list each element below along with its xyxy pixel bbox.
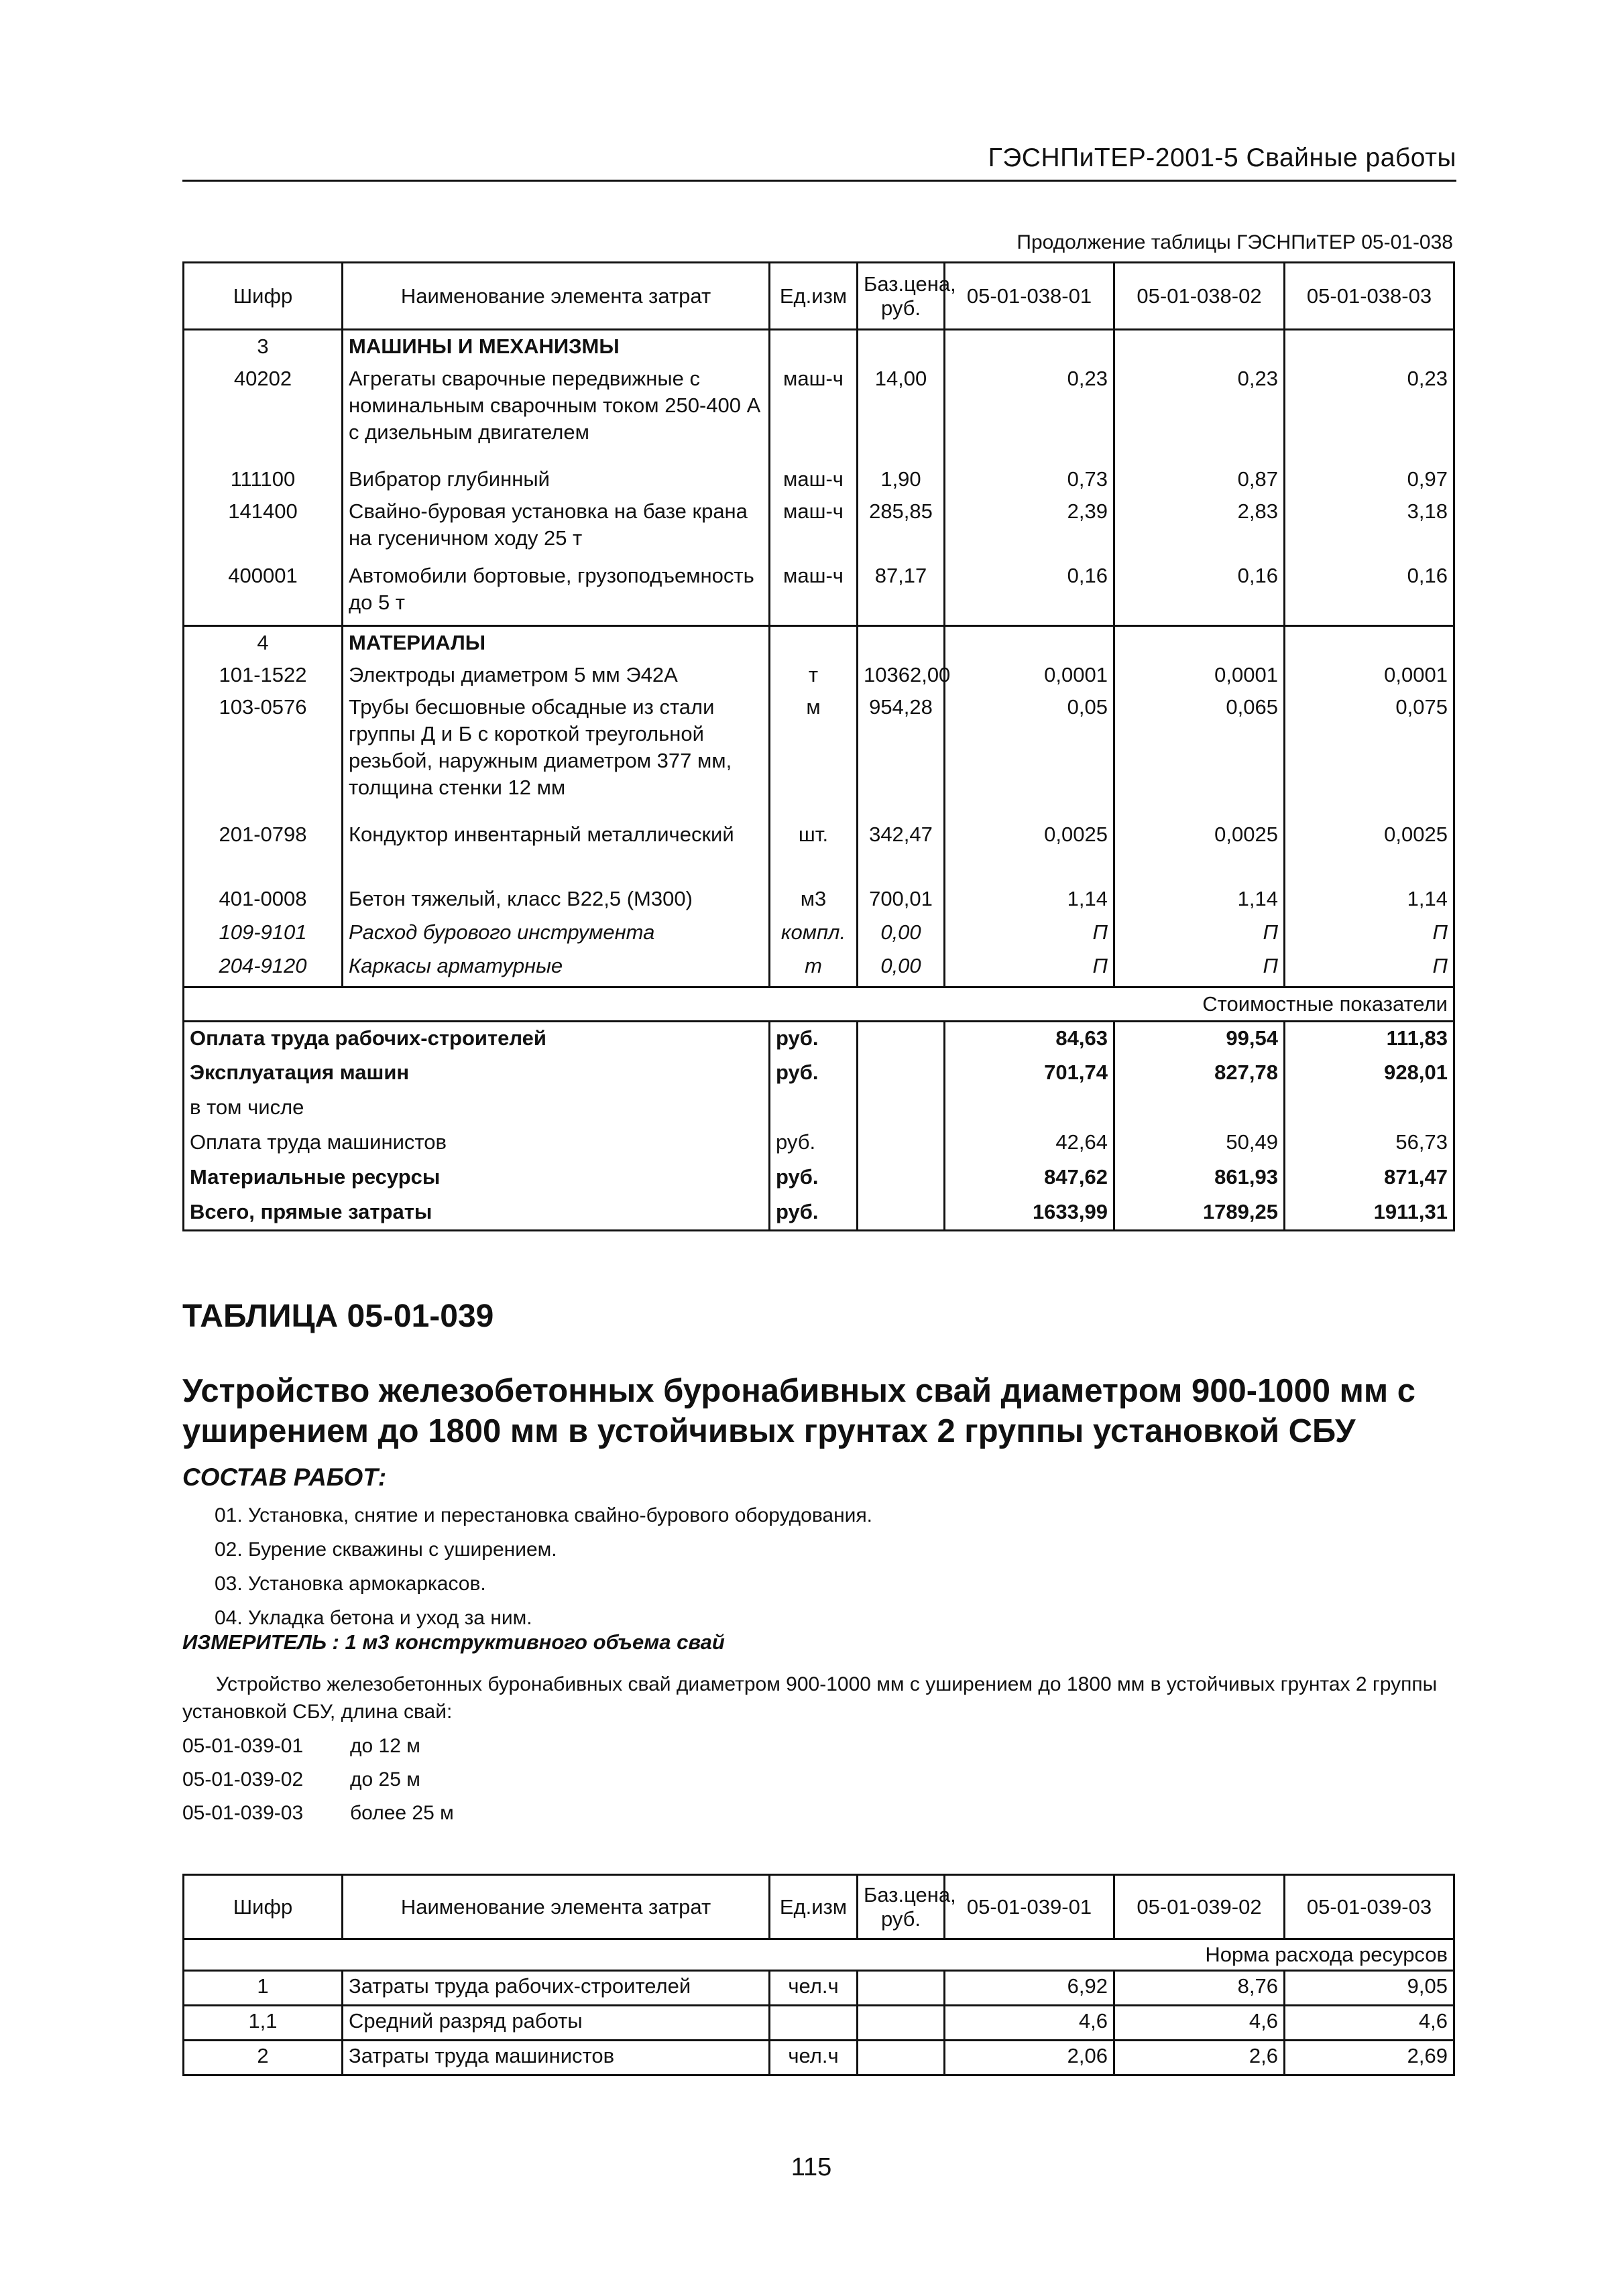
resource-row bbox=[184, 691, 1454, 819]
cost-row bbox=[184, 1022, 1454, 1056]
resource-row bbox=[184, 883, 1454, 916]
variant-text: до 12 м bbox=[350, 1735, 420, 1757]
row-unit bbox=[770, 625, 858, 659]
row-value-1: 4,6 bbox=[945, 2006, 1114, 2041]
cost-value-2: 861,93 bbox=[1114, 1161, 1285, 1196]
row-name: Автомобили бортовые, грузоподъемность до 5 т bbox=[343, 560, 770, 625]
row-value-3: 0,23 bbox=[1285, 363, 1454, 463]
row-value-1: 1,14 bbox=[945, 883, 1114, 916]
cost-value-3: 928,01 bbox=[1285, 1056, 1454, 1091]
work-steps bbox=[215, 1498, 872, 1635]
row-name: Свайно-буровая установка на базе крана на гусеничном ходу 25 т bbox=[343, 495, 770, 560]
cost-name: Эксплуатация машин bbox=[184, 1056, 770, 1091]
measure-unit: ИЗМЕРИТЕЛЬ : 1 м3 конструктивного объема свай bbox=[182, 1630, 725, 1654]
row-price bbox=[858, 2041, 945, 2075]
row-code: 4 bbox=[184, 625, 343, 659]
variant-text: до 25 м bbox=[350, 1768, 420, 1791]
row-unit: компл. bbox=[770, 916, 858, 950]
row-code: 1,1 bbox=[184, 2006, 343, 2041]
cost-value-2: 1789,25 bbox=[1114, 1196, 1285, 1231]
row-value-2: 8,76 bbox=[1114, 1971, 1285, 2006]
resource-row bbox=[184, 950, 1454, 987]
row-value-3: 1,14 bbox=[1285, 883, 1454, 916]
row-value-1: 0,16 bbox=[945, 560, 1114, 625]
row-value-3 bbox=[1285, 625, 1454, 659]
row-name: МАТЕРИАЛЫ bbox=[343, 625, 770, 659]
row-value-2: П bbox=[1114, 950, 1285, 987]
resource-table-039 bbox=[182, 1874, 1455, 2076]
cost-value-2: 827,78 bbox=[1114, 1056, 1285, 1091]
row-price bbox=[858, 2006, 945, 2041]
cost-caption-row bbox=[184, 987, 1454, 1022]
row-price: 0,00 bbox=[858, 950, 945, 987]
row-value-3: 0,16 bbox=[1285, 560, 1454, 625]
row-name: Затраты труда рабочих-строителей bbox=[343, 1971, 770, 2006]
cost-value-3: 1911,31 bbox=[1285, 1196, 1454, 1231]
cost-value-3 bbox=[1285, 1091, 1454, 1126]
cost-name: Материальные ресурсы bbox=[184, 1161, 770, 1196]
table-heading: Устройство железобетонных буронабивных свай диаметром 900-1000 мм с уширением до 1800 мм в устойчивых грунтах 2 группы установкой СБУ bbox=[182, 1373, 1416, 1449]
row-value-3: 0,0001 bbox=[1285, 659, 1454, 691]
row-price: 285,85 bbox=[858, 495, 945, 560]
header-variant-2: 05-01-039-02 bbox=[1114, 1875, 1285, 1939]
row-name: МАШИНЫ И МЕХАНИЗМЫ bbox=[343, 330, 770, 363]
variant-row bbox=[182, 1730, 454, 1763]
row-price bbox=[858, 330, 945, 363]
cost-value-3: 871,47 bbox=[1285, 1161, 1454, 1196]
header-code: Шифр bbox=[184, 1875, 343, 1939]
row-price bbox=[858, 1971, 945, 2006]
row-name: Трубы бесшовные обсадные из стали группы Д и Б с короткой треугольной резьбой, наружным диаметром 377 мм, толщина стенки 12 мм bbox=[343, 691, 770, 819]
row-name: Средний разряд работы bbox=[343, 2006, 770, 2041]
cost-value-1: 42,64 bbox=[945, 1126, 1114, 1161]
row-name: Каркасы арматурные bbox=[343, 950, 770, 987]
row-unit: маш-ч bbox=[770, 463, 858, 495]
row-value-3: 3,18 bbox=[1285, 495, 1454, 560]
resource-table-038 bbox=[182, 261, 1455, 1231]
row-value-3: 2,69 bbox=[1285, 2041, 1454, 2075]
row-code: 401-0008 bbox=[184, 883, 343, 916]
header-variant-1: 05-01-039-01 bbox=[945, 1875, 1114, 1939]
section-row bbox=[184, 625, 1454, 659]
row-value-1: 2,39 bbox=[945, 495, 1114, 560]
row-name: Кондуктор инвентарный металлический bbox=[343, 819, 770, 883]
row-value-3: 0,075 bbox=[1285, 691, 1454, 819]
cost-unit bbox=[770, 1091, 858, 1126]
cost-row bbox=[184, 1196, 1454, 1231]
row-value-3: 0,0025 bbox=[1285, 819, 1454, 883]
cost-value-1: 84,63 bbox=[945, 1022, 1114, 1056]
row-code: 204-9120 bbox=[184, 950, 343, 987]
resource-row bbox=[184, 2041, 1454, 2075]
row-unit: шт. bbox=[770, 819, 858, 883]
cost-price-empty bbox=[858, 1091, 945, 1126]
work-step: 01. Установка, снятие и перестановка свайно-бурового оборудования. bbox=[215, 1504, 873, 1526]
row-unit: маш-ч bbox=[770, 495, 858, 560]
row-unit: т bbox=[770, 659, 858, 691]
row-value-1: 2,06 bbox=[945, 2041, 1114, 2075]
row-name: Расход бурового инструмента bbox=[343, 916, 770, 950]
row-price: 14,00 bbox=[858, 363, 945, 463]
row-price: 700,01 bbox=[858, 883, 945, 916]
header-unit: Ед.изм bbox=[770, 263, 858, 330]
running-head: ГЭСНПиТЕР-2001-5 Свайные работы bbox=[988, 143, 1456, 172]
cost-caption: Стоимостные показатели bbox=[184, 987, 1454, 1022]
header-unit: Ед.изм bbox=[770, 1875, 858, 1939]
cost-name: Всего, прямые затраты bbox=[184, 1196, 770, 1231]
cost-unit: руб. bbox=[770, 1196, 858, 1231]
cost-value-3: 111,83 bbox=[1285, 1022, 1454, 1056]
cost-unit: руб. bbox=[770, 1022, 858, 1056]
row-code: 201-0798 bbox=[184, 819, 343, 883]
cost-price-empty bbox=[858, 1161, 945, 1196]
cost-unit: руб. bbox=[770, 1056, 858, 1091]
row-unit: т bbox=[770, 950, 858, 987]
row-code: 111100 bbox=[184, 463, 343, 495]
cost-value-1 bbox=[945, 1091, 1114, 1126]
row-value-2: 0,87 bbox=[1114, 463, 1285, 495]
composition-label: СОСТАВ РАБОТ: bbox=[182, 1463, 387, 1491]
cost-row bbox=[184, 1126, 1454, 1161]
resource-row bbox=[184, 463, 1454, 495]
resource-row bbox=[184, 2006, 1454, 2041]
cost-unit: руб. bbox=[770, 1126, 858, 1161]
row-price bbox=[858, 625, 945, 659]
row-value-2: 0,23 bbox=[1114, 363, 1285, 463]
page-number: 115 bbox=[791, 2153, 832, 2181]
row-value-1: 0,0001 bbox=[945, 659, 1114, 691]
resource-row bbox=[184, 363, 1454, 463]
row-value-2: 0,0025 bbox=[1114, 819, 1285, 883]
resource-row bbox=[184, 659, 1454, 691]
cost-value-2 bbox=[1114, 1091, 1285, 1126]
row-name: Бетон тяжелый, класс В22,5 (М300) bbox=[343, 883, 770, 916]
continuation-caption: Продолжение таблицы ГЭСНПиТЕР 05-01-038 bbox=[1017, 231, 1453, 253]
row-unit bbox=[770, 330, 858, 363]
row-value-2 bbox=[1114, 625, 1285, 659]
cost-value-3: 56,73 bbox=[1285, 1126, 1454, 1161]
norm-caption: Норма расхода ресурсов bbox=[184, 1939, 1454, 1971]
header-rule bbox=[182, 180, 1456, 182]
header-variant-1: 05-01-038-01 bbox=[945, 263, 1114, 330]
resource-row bbox=[184, 819, 1454, 883]
row-value-1: 0,23 bbox=[945, 363, 1114, 463]
header-variant-2: 05-01-038-02 bbox=[1114, 263, 1285, 330]
cost-name: Оплата труда рабочих-строителей bbox=[184, 1022, 770, 1056]
row-value-1: 6,92 bbox=[945, 1971, 1114, 2006]
cost-price-empty bbox=[858, 1022, 945, 1056]
row-unit: м bbox=[770, 691, 858, 819]
norm-caption-row bbox=[184, 1939, 1454, 1971]
row-name: Затраты труда машинистов bbox=[343, 2041, 770, 2075]
cost-row bbox=[184, 1091, 1454, 1126]
row-value-3 bbox=[1285, 330, 1454, 363]
header-variant-3: 05-01-038-03 bbox=[1285, 263, 1454, 330]
row-value-1: 0,0025 bbox=[945, 819, 1114, 883]
cost-name: в том числе bbox=[184, 1091, 770, 1126]
row-value-2: 4,6 bbox=[1114, 2006, 1285, 2041]
variant-code: 05-01-039-03 bbox=[182, 1802, 304, 1824]
row-code: 101-1522 bbox=[184, 659, 343, 691]
row-code: 3 bbox=[184, 330, 343, 363]
header-name: Наименование элемента затрат bbox=[343, 263, 770, 330]
row-value-2: 0,16 bbox=[1114, 560, 1285, 625]
row-value-1: 0,73 bbox=[945, 463, 1114, 495]
row-unit: чел.ч bbox=[770, 2041, 858, 2075]
row-price: 0,00 bbox=[858, 916, 945, 950]
resource-row bbox=[184, 560, 1454, 625]
variant-row bbox=[182, 1797, 454, 1830]
header-price: Баз.цена, руб. bbox=[858, 263, 945, 330]
row-value-2 bbox=[1114, 330, 1285, 363]
cost-price-empty bbox=[858, 1056, 945, 1091]
row-value-1: П bbox=[945, 916, 1114, 950]
cost-value-1: 847,62 bbox=[945, 1161, 1114, 1196]
row-value-1 bbox=[945, 625, 1114, 659]
cost-value-1: 1633,99 bbox=[945, 1196, 1114, 1231]
row-value-2: 2,83 bbox=[1114, 495, 1285, 560]
row-value-3: 4,6 bbox=[1285, 2006, 1454, 2041]
cost-name: Оплата труда машинистов bbox=[184, 1126, 770, 1161]
cost-value-2: 50,49 bbox=[1114, 1126, 1285, 1161]
row-unit: маш-ч bbox=[770, 560, 858, 625]
cost-value-2: 99,54 bbox=[1114, 1022, 1285, 1056]
row-unit: м3 bbox=[770, 883, 858, 916]
work-step: 02. Бурение скважины с уширением. bbox=[215, 1538, 557, 1561]
row-code: 1 bbox=[184, 1971, 343, 2006]
table-header-row bbox=[184, 1875, 1454, 1939]
row-value-3: П bbox=[1285, 916, 1454, 950]
row-value-1: 0,05 bbox=[945, 691, 1114, 819]
row-value-3: 0,97 bbox=[1285, 463, 1454, 495]
row-name: Агрегаты сварочные передвижные с номинальным сварочным током 250-400 А с дизельным двигателем bbox=[343, 363, 770, 463]
work-step: 04. Укладка бетона и уход за ним. bbox=[215, 1607, 532, 1629]
work-step: 03. Установка армокаркасов. bbox=[215, 1573, 486, 1595]
row-unit: маш-ч bbox=[770, 363, 858, 463]
row-unit bbox=[770, 2006, 858, 2041]
row-value-1: П bbox=[945, 950, 1114, 987]
variant-code: 05-01-039-01 bbox=[182, 1735, 304, 1757]
row-code: 40202 bbox=[184, 363, 343, 463]
resource-row bbox=[184, 1971, 1454, 2006]
cost-row bbox=[184, 1161, 1454, 1196]
row-value-3: 9,05 bbox=[1285, 1971, 1454, 2006]
variant-row bbox=[182, 1763, 454, 1797]
row-value-3: П bbox=[1285, 950, 1454, 987]
row-value-2: 0,0001 bbox=[1114, 659, 1285, 691]
row-value-2: 1,14 bbox=[1114, 883, 1285, 916]
row-unit: чел.ч bbox=[770, 1971, 858, 2006]
row-name: Электроды диаметром 5 мм Э42А bbox=[343, 659, 770, 691]
cost-unit: руб. bbox=[770, 1161, 858, 1196]
row-value-2: 0,065 bbox=[1114, 691, 1285, 819]
table-title: ТАБЛИЦА 05-01-039 bbox=[182, 1298, 494, 1334]
variant-list bbox=[182, 1730, 454, 1830]
row-code: 141400 bbox=[184, 495, 343, 560]
variant-code: 05-01-039-02 bbox=[182, 1768, 304, 1791]
resource-row bbox=[184, 916, 1454, 950]
header-variant-3: 05-01-039-03 bbox=[1285, 1875, 1454, 1939]
cost-value-1: 701,74 bbox=[945, 1056, 1114, 1091]
cost-price-empty bbox=[858, 1126, 945, 1161]
header-price: Баз.цена, руб. bbox=[858, 1875, 945, 1939]
row-code: 109-9101 bbox=[184, 916, 343, 950]
row-value-2: 2,6 bbox=[1114, 2041, 1285, 2075]
header-name: Наименование элемента затрат bbox=[343, 1875, 770, 1939]
row-price: 87,17 bbox=[858, 560, 945, 625]
row-code: 400001 bbox=[184, 560, 343, 625]
row-value-1 bbox=[945, 330, 1114, 363]
row-code: 103-0576 bbox=[184, 691, 343, 819]
row-price: 10362,00 bbox=[858, 659, 945, 691]
cost-row bbox=[184, 1056, 1454, 1091]
row-name: Вибратор глубинный bbox=[343, 463, 770, 495]
section-row bbox=[184, 330, 1454, 363]
description: Устройство железобетонных буронабивных свай диаметром 900-1000 мм с уширением до 1800 мм в устойчивых грунтах 2 группы установкой СБУ, длина свай: bbox=[182, 1673, 1438, 1723]
row-price: 1,90 bbox=[858, 463, 945, 495]
row-price: 954,28 bbox=[858, 691, 945, 819]
resource-row bbox=[184, 495, 1454, 560]
row-code: 2 bbox=[184, 2041, 343, 2075]
row-price: 342,47 bbox=[858, 819, 945, 883]
cost-price-empty bbox=[858, 1196, 945, 1231]
variant-text: более 25 м bbox=[350, 1802, 454, 1824]
row-value-2: П bbox=[1114, 916, 1285, 950]
table-header-row bbox=[184, 263, 1454, 330]
header-code: Шифр bbox=[184, 263, 343, 330]
